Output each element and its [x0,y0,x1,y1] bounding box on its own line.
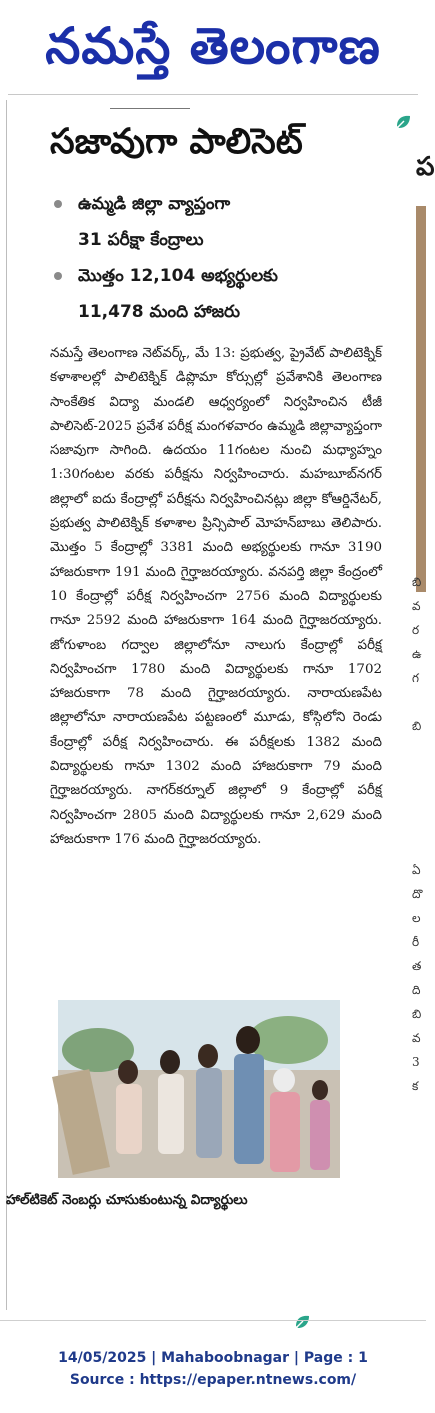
bottom-divider [0,1320,426,1321]
top-divider [8,94,418,95]
photo-caption: హాల్‌టికెట్ నెంబర్లు చూసుకుంటున్న విద్యార్థులు [6,1192,248,1208]
bullet-text: 11,478 మంది హాజరు [78,302,240,322]
article-body: నమస్తే తెలంగాణ నెట్‌వర్క్, మే 13: ప్రభుత్వ, ప్రైవేట్ పాలిటెక్నిక్ కళాశాలల్లో పాలిటెక్నిక్ డిప్లొమా కోర్సుల్లో ప్రవేశానికి తెలంగాణ సాంకేతిక విద్యా మండలి ఆధ్వర్యంలో నిర్వహించిన టీజీ పాలిసెట్-2025 ప్రవేశ పరీక్ష మంగళవారం ఉమ్మడి జిల్లావ్యాప్తంగా సజావుగా సాగింది. ఉదయం 11గంటల నుంచి మధ్యాహ్నం 1:30గంటల వరకు పరీక్షను నిర్వహించారు. మహబూబ్‌నగర్ జిల్లాలో ఐదు కేంద్రాల్లో పరీక్షను నిర్వహించినట్లు జిల్లా కోఆర్డినేటర్, ప్రభుత్వ పాలిటెక్నిక్ కళాశాల ప్రిన్సిపాల్ మోహన్‌బాబు తెలిపారు. మొత్తం 5 కేంద్రాల్లో 3381 మంది అభ్యర్థులకు గానూ 3190 హాజరుకాగా 191 మంది గైర్హాజరయ్యారు. వనపర్తి జిల్లా కేంద్రంలో 10 కేంద్రాల్లో పరీక్ష నిర్వహించగా 2756 మంది విద్యార్థులకు గానూ 2592 మంది హాజరుకాగా 164 మంది గైర్హాజరయ్యారు. జోగుళాంబ గద్వాల జిల్లాలోనూ నాలుగు కేంద్రాల్లో పరీక్ష నిర్వహించగా 1780 మంది విద్యార్థులకు గానూ 1702 హాజరుకాగా 78 మంది గైర్హాజరయ్యారు. నారాయణపేట జిల్లాలోనూ నారాయణపేట పట్టణంలో మూడు, కోస్గిలోని రెండు కేంద్రాల్లో పరీక్ష నిర్వహించారు. ఈ పరీక్షలకు 1382 మంది విద్యార్థులకు గానూ 1302 మంది హాజరుకాగా 79 మంది గైర్హాజరయ్యారు. నాగర్‌కర్నూల్ జిల్లాలో 9 కేంద్రాల్లో పరీక్ష నిర్వహించగా 2805 మంది విద్యార్థులకు గానూ 2,629 మంది హాజరుకాగా 176 మంది గైర్హాజరయ్యారు. [50,346,382,847]
leaf-icon [292,1312,312,1332]
newspaper-logo: నమస్తే తెలంగాణ [45,17,381,75]
left-column-edge [0,100,7,1310]
adjacent-article-strip [402,100,435,1312]
article-photo [58,1000,340,1178]
bullet-text: 31 పరీక్షా కేంద్రాలు [78,230,204,250]
bullet-text: ఉమ్మడి జిల్లా వ్యాప్తంగా [78,194,231,214]
kicker-rule [110,96,190,109]
bullet-text: మొత్తం 12,104 అభ్యర్థులకు [78,266,278,286]
bullet-dot-icon [54,200,62,208]
masthead [0,0,426,92]
students-photo-illustration [58,1000,340,1178]
source-link[interactable]: Source : https://epaper.ntnews.com/ [69,1372,357,1388]
page-footer [0,1347,426,1391]
edition-info: 14/05/2025 | Mahaboobnagar | Page : 1 [58,1350,368,1366]
bullet-dot-icon [54,272,62,280]
adjacent-text-fragment: బి వ ర ఉ గ బి ఏ దొ ల రీ త ది బి వ 3 క [412,575,423,1093]
adjacent-photo-fragment [416,206,426,592]
article-headline: సజావుగా పాలిసెట్ [50,122,303,162]
adjacent-headline-fragment: ప [416,152,435,182]
